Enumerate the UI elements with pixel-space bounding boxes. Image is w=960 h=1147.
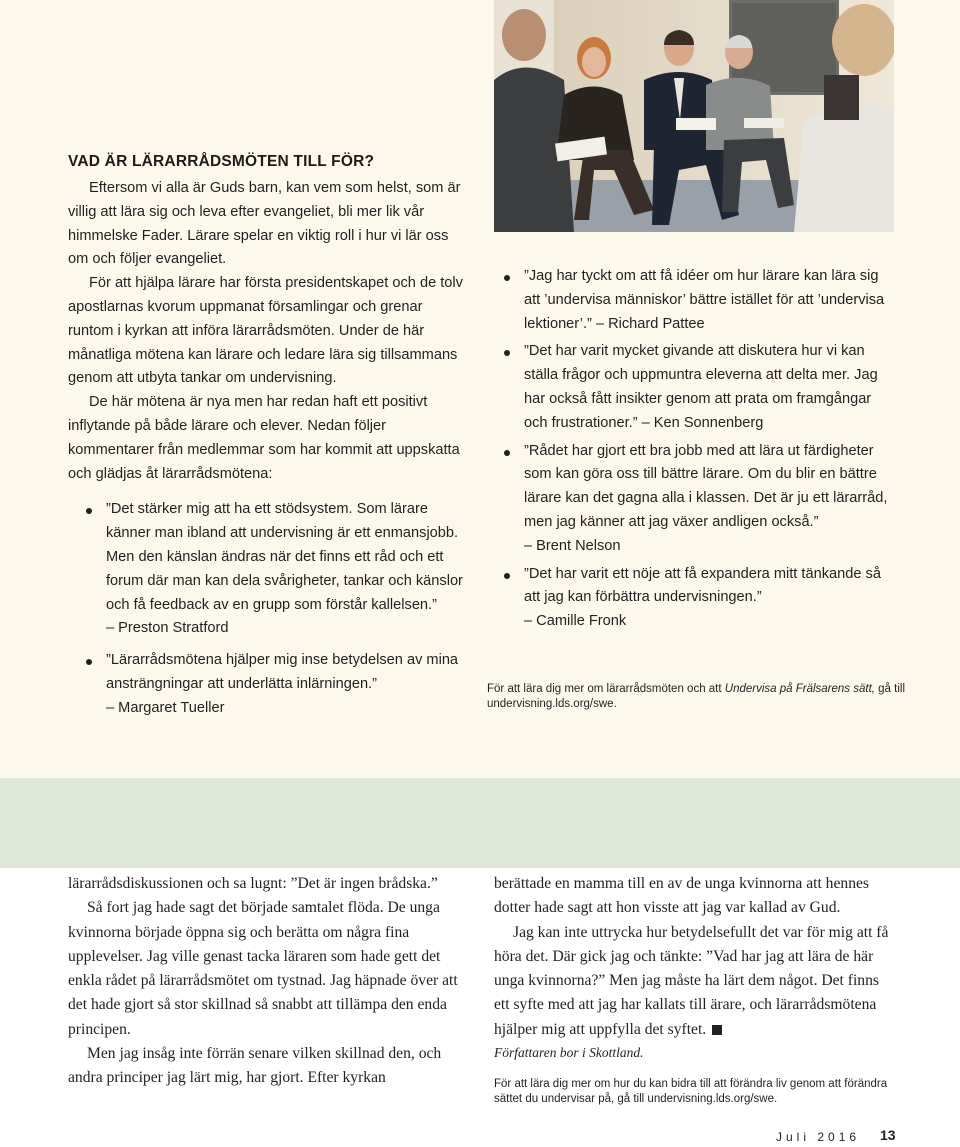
bullet-icon bbox=[86, 659, 92, 665]
page-number: 13 bbox=[880, 1127, 896, 1143]
learn-more-note bbox=[487, 682, 907, 712]
bullet-icon bbox=[504, 275, 510, 281]
author-byline: Författaren bor i Skottland. bbox=[494, 1045, 644, 1061]
quote-item bbox=[68, 649, 466, 720]
quote-author: – Margaret Tueller bbox=[106, 699, 225, 716]
green-band bbox=[0, 778, 960, 868]
quote-item bbox=[494, 440, 894, 559]
quote-item bbox=[494, 265, 894, 336]
quote-text: ”Det har varit mycket givande att diskutera hur vi kan ställa frågor och uppmuntra eleverna att delta mer. Jag har också fått insikter genom att prata om framgångar och frustrationer.” bbox=[524, 343, 878, 431]
teacher-council-photo bbox=[494, 0, 894, 232]
intro-paragraph: De här mötena är nya men har redan haft ett positivt inflytande på både lärare och elever. Nedan följer kommentarer från medlemmar som har kommit att uppskatta och glädjas åt lärarrådsmötena: bbox=[68, 394, 460, 482]
left-column bbox=[68, 177, 466, 729]
bullet-icon bbox=[504, 573, 510, 579]
story-learn-more-note: För att lära dig mer om hur du kan bidra till att förändra liv genom att förändra sättet du undervisar på, gå till undervisning.lds.org/swe. bbox=[494, 1078, 888, 1105]
story-paragraph: Men jag insåg inte förrän senare vilken skillnad den, och andra principer jag lärt mig, har gjort. Efter kyrkan bbox=[68, 1045, 442, 1087]
left-quote-list bbox=[68, 498, 466, 720]
note-link[interactable]: gå till undervisning.lds.org/swe. bbox=[487, 683, 906, 710]
story-paragraph: lärarrådsdiskussionen och sa lugnt: ”Det är ingen brådska.” bbox=[68, 875, 438, 892]
bullet-icon bbox=[504, 450, 510, 456]
note-prefix: För att lära dig mer om lärarrådsmöten och att bbox=[487, 683, 725, 695]
intro-paragraph: För att hjälpa lärare har första presidentskapet och de tolv apostlarnas kvorum uppmanat församlingar och grenar runtom i kyrkan att införa lärarrådsmöten. Under de här månatliga mötena kan lärare och ledare lära sig tillsammans genom att utbyta tankar om undervisning. bbox=[68, 275, 463, 387]
quote-author: – Camille Fronk bbox=[524, 613, 627, 630]
quote-author: – Preston Stratford bbox=[106, 620, 229, 637]
quote-author: – Brent Nelson bbox=[524, 537, 621, 554]
story-paragraph: Så fort jag hade sagt det började samtalet flöda. De unga kvinnorna började öppna sig och berätta om några fina upplevelser. Jag ville genast tacka läraren som hade gett det enkla rådet på lärarrådsmötet om tystnad. Jag häpnade över att det hade gjort så stor skillnad så snabbt att tillämpa den enda principen. bbox=[68, 899, 458, 1038]
quote-author: – Richard Pattee bbox=[595, 315, 705, 332]
quote-item bbox=[494, 563, 894, 634]
quote-text: ”Lärarrådsmötena hjälper mig inse betydelsen av mina ansträngningar att underlätta inlärningen.” bbox=[106, 652, 459, 692]
quote-text: ”Det har varit ett nöje att få expandera mitt tänkande så att jag kan förbättra undervisningen.” bbox=[524, 565, 881, 606]
section-heading: VAD ÄR LÄRARRÅDSMÖTEN TILL FÖR? bbox=[68, 153, 375, 170]
end-mark-icon bbox=[712, 1025, 722, 1035]
intro-paragraph: Eftersom vi alla är Guds barn, kan vem som helst, som är villig att lära sig och leva efter evangeliet, bli mer lik vår himmelske Fader. Lärare spelar en viktig roll i hur vi lär oss om och följer evangeliet. bbox=[68, 180, 461, 268]
right-quote-list bbox=[494, 265, 894, 638]
quote-text: ”Rådet har gjort ett bra jobb med att lära ut färdigheter som kan göra oss till bättre lärare. Om du blir en bättre lärare kan det gagna alla i klassen. Det är ju ett lärarråd, men jag känner att jag växer andligen också.” bbox=[524, 442, 888, 530]
story-paragraph: berättade en mamma till en av de unga kvinnorna att hennes dotter hade sagt att hon visste att jag var kallad av Gud. bbox=[494, 875, 869, 917]
story-paragraph-text: Jag kan inte uttrycka hur betydelsefullt det var för mig att få höra det. Där gick jag och tänkte: ”Vad har jag att lära de här unga kvinnorna?” Men jag måste ha lärt dem något. Det finns ett syfte med att jag har kallats till ärare, och lärarrådsmötena hjälper mig att uppfylla det syftet. bbox=[494, 923, 889, 1038]
quote-item bbox=[68, 498, 466, 641]
quote-item bbox=[494, 340, 894, 435]
bullet-icon bbox=[504, 350, 510, 356]
story-right-column bbox=[494, 872, 894, 1064]
note-book-title: Undervisa på Frälsarens sätt, bbox=[724, 683, 875, 695]
quote-author: – Ken Sonnenberg bbox=[641, 414, 764, 431]
story-left-column bbox=[68, 872, 466, 1091]
bullet-icon bbox=[86, 508, 92, 514]
issue-date: Juli 2016 bbox=[776, 1130, 861, 1144]
quote-text: ”Det stärker mig att ha ett stödsystem. Som lärare känner man ibland att undervisning är ett enmansjobb. Men den känslan ändras när det finns ett råd och ett forum där man kan dela svårigheter, tankar och känslor och få feedback av en grupp som förstår kallelsen.” bbox=[106, 501, 463, 613]
story-paragraph bbox=[494, 921, 894, 1042]
quote-text: ”Jag har tyckt om att få idéer om hur lärare kan lära sig att ’undervisa människor’ bättre istället för att ’undervisa lektioner’.” bbox=[524, 268, 885, 332]
